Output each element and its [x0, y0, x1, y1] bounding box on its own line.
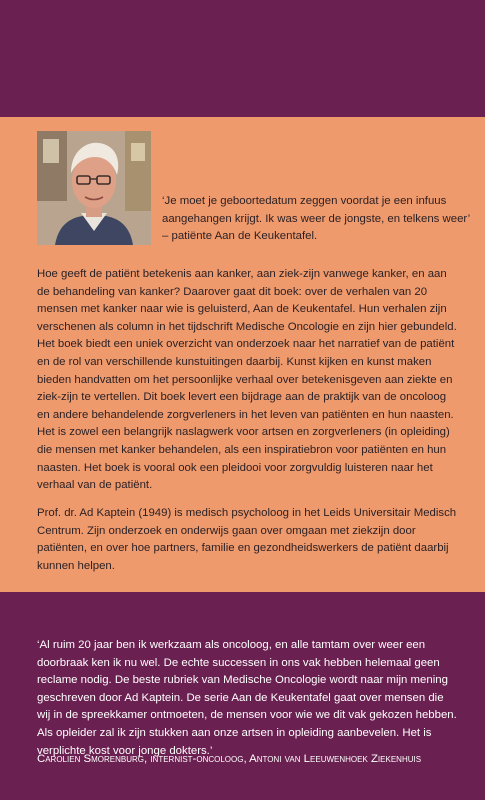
author-photo	[37, 131, 151, 245]
book-description: Hoe geeft de patiënt betekenis aan kanker, aan ziek-zijn vanwege kanker, en aan de behandeling van kanker? Daarover gaat dit boek: over de verhalen van 20 mensen met kanker naar wie is geluisterd, Aan de Keukentafel. Hun verhalen zijn verschenen als column in het tijdschrift Medische Oncologie en zijn hier gebundeld. Het boek biedt een uniek overzicht van onderzoek naar het narratief van de patiënt en de rol van verschillende kunstuitingen daarbij. Kunst kijken en kunst maken bieden handvatten om het persoonlijke verhaal over betekenisgeven aan ziekte en ziek-zijn te vertellen. Dit boek levert een bijdrage aan de praktijk van de oncoloog en andere behandelende zorgverleners in het leven van patiënten en hun naasten. Het is zowel een belangrijk naslagwerk voor artsen en zorgverleners (in opleiding) die mensen met kanker behandelen, als een inspiratiebron voor patiënten en hun naasten. Het boek is vooral ook een pleidooi voor zorgvuldig luisteren naar het verhaal van de patiënt.	[37, 268, 457, 492]
top-color-band	[0, 0, 485, 117]
endorsement-quote: ‘Al ruim 20 jaar ben ik werkzaam als oncoloog, en alle tamtam over weer een doorbraak ken ik nu wel. De echte successen in ons vak hebben helemaal geen reclame nodig. De beste rubriek van Medische Oncologie wordt naar mijn mening geschreven door Ad Kaptein. De serie Aan de Keukentafel gaat over mensen die wij in de spreekkamer ontmoeten, de mensen voor wie we dit vak gekozen hebben. Als opleider zal ik zijn stukken aan onze artsen in opleiding aanbevelen. Het is verplichte kost voor jonge dokters.’	[37, 639, 457, 757]
endorsement-attribution: Carolien Smorenburg, internist-oncoloog, Antoni van Leeuwenhoek Ziekenhuis	[37, 753, 422, 765]
author-bio: Prof. dr. Ad Kaptein (1949) is medisch psycholoog in het Leids Universitair Medisch Centrum. Zijn onderzoek en onderwijs gaan over omgaan met ziekzijn door patiënten, en over hoe partners, familie en gezondheidswerkers de patiënt daarbij kunnen helpen.	[37, 507, 457, 572]
patient-quote: ‘Je moet je geboortedatum zeggen voordat je een infuus aangehangen krijgt. Ik was weer de jongste, en telkens weer’ – patiënte Aan de Keukentafel.	[162, 195, 470, 243]
